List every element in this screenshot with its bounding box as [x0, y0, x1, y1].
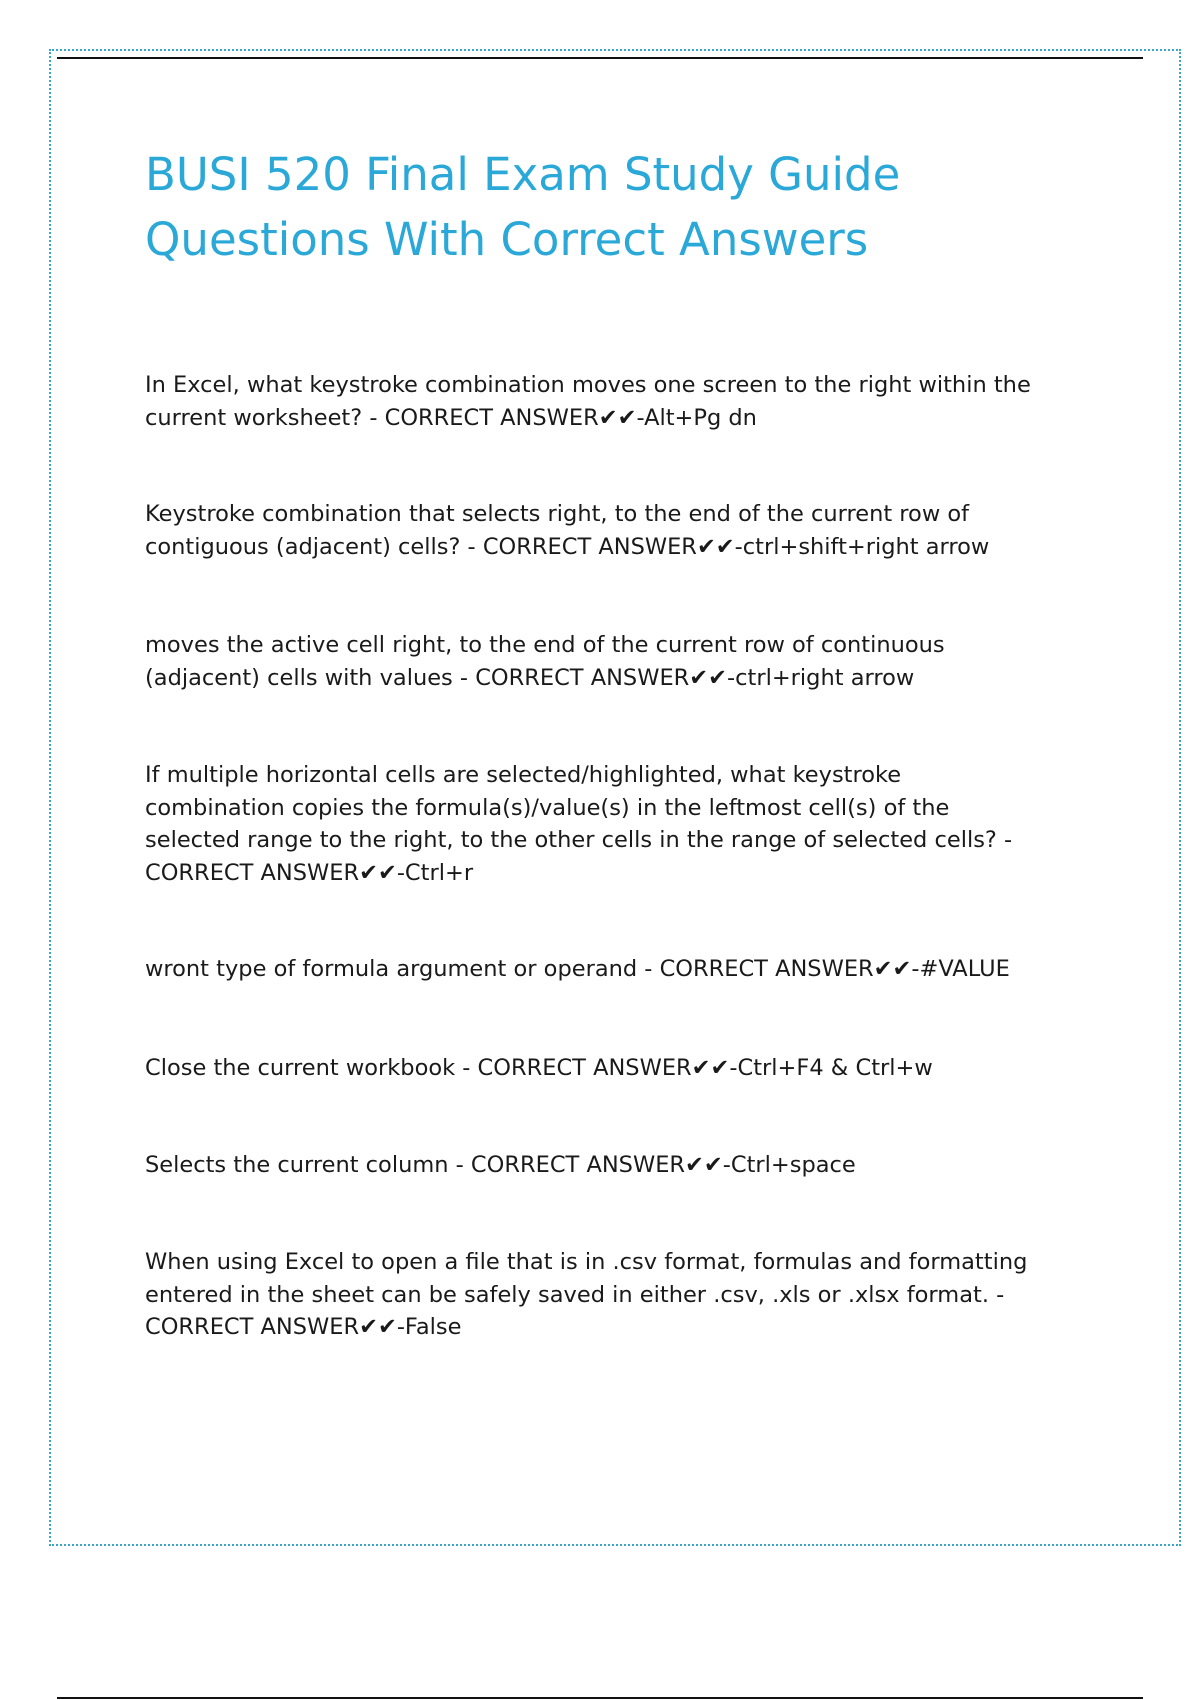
qa-line: CORRECT ANSWER✔✔-False	[145, 1314, 462, 1340]
qa-line: Keystroke combination that selects right, to the end of the current row of	[145, 501, 970, 527]
qa-line: wront type of formula argument or operand - CORRECT ANSWER✔✔-#VALUE	[145, 956, 1010, 982]
document-title	[145, 142, 1045, 272]
title-line: BUSI 520 Final Exam Study Guide	[145, 148, 901, 201]
qa-line: combination copies the formula(s)/value(s) in the leftmost cell(s) of the	[145, 794, 950, 821]
qa-line: current worksheet? - CORRECT ANSWER✔✔-Alt+Pg dn	[145, 404, 757, 431]
qa-line: Selects the current column - CORRECT ANSWER✔✔-Ctrl+space	[145, 1152, 856, 1178]
qa-item-7	[145, 1149, 1105, 1182]
qa-item-6	[145, 1052, 1105, 1085]
qa-item-3	[145, 629, 1105, 694]
qa-line: When using Excel to open a file that is in .csv format, formulas and formatting	[145, 1249, 1028, 1275]
qa-line: (adjacent) cells with values - CORRECT ANSWER✔✔-ctrl+right arrow	[145, 664, 915, 691]
top-horizontal-rule	[57, 57, 1143, 59]
qa-line: contiguous (adjacent) cells? - CORRECT ANSWER✔✔-ctrl+shift+right arrow	[145, 533, 990, 560]
qa-line: Close the current workbook - CORRECT ANSWER✔✔-Ctrl+F4 & Ctrl+w	[145, 1055, 933, 1081]
qa-line: CORRECT ANSWER✔✔-Ctrl+r	[145, 859, 474, 886]
bottom-horizontal-rule	[57, 1697, 1143, 1699]
qa-item-4	[145, 759, 1105, 889]
title-line: Questions With Correct Answers	[145, 213, 869, 266]
qa-item-2	[145, 498, 1105, 563]
qa-item-1	[145, 369, 1105, 434]
qa-line: selected range to the right, to the other cells in the range of selected cells? -	[145, 827, 1013, 853]
qa-line: entered in the sheet can be safely saved in either .csv, .xls or .xlsx format. -	[145, 1281, 1005, 1308]
qa-line: In Excel, what keystroke combination moves one screen to the right within the	[145, 372, 1031, 398]
qa-line: moves the active cell right, to the end of the current row of continuous	[145, 632, 945, 658]
qa-line: If multiple horizontal cells are selected/highlighted, what keystroke	[145, 762, 902, 788]
qa-item-8	[145, 1246, 1105, 1344]
qa-item-5	[145, 953, 1105, 986]
